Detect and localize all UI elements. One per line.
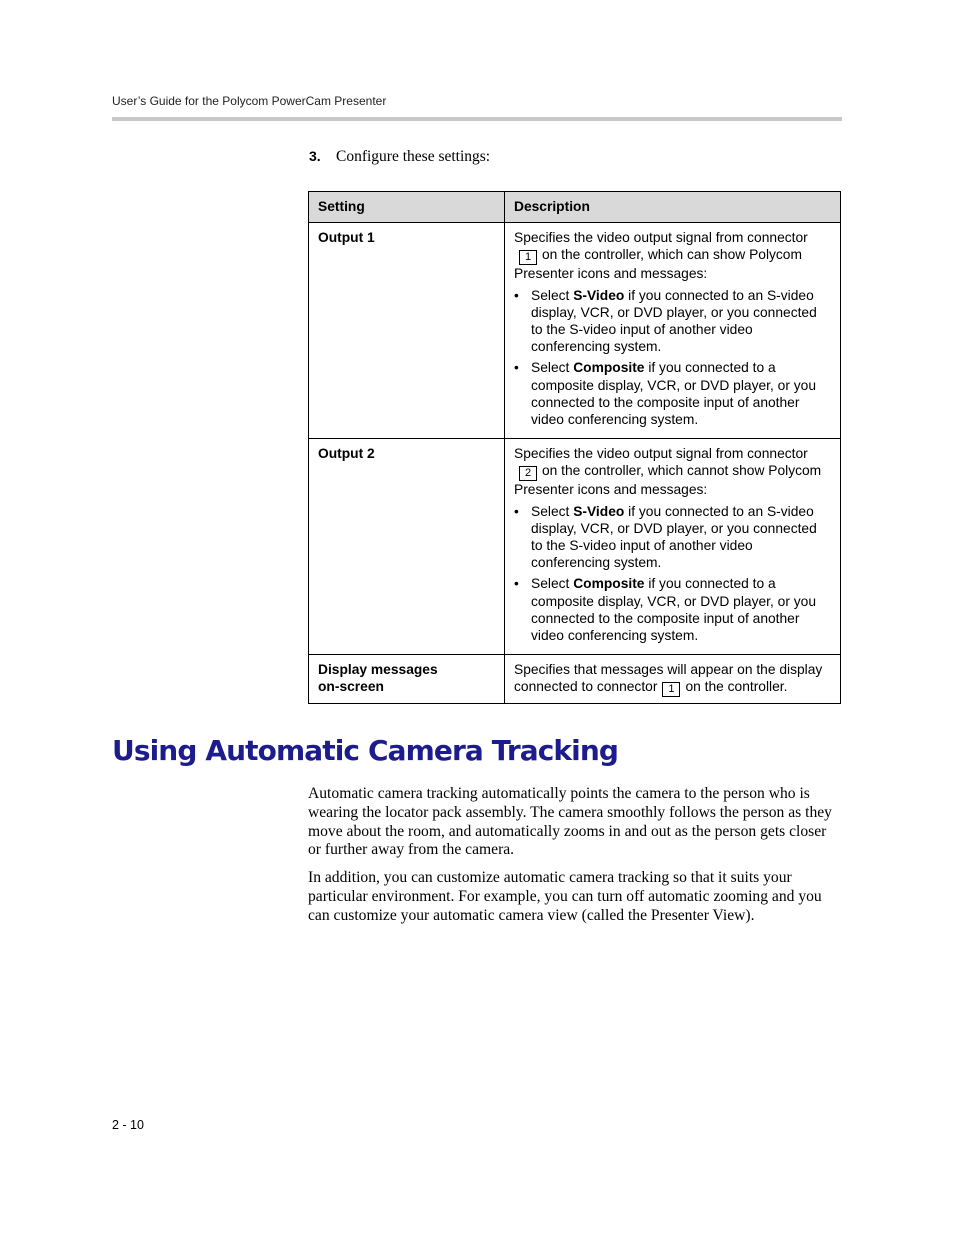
description-display-messages xyxy=(505,655,841,704)
section-title: Using Automatic Camera Tracking xyxy=(112,734,619,767)
step-text: Configure these settings: xyxy=(336,148,491,165)
running-header: User’s Guide for the Polycom PowerCam Presenter xyxy=(112,94,387,108)
list-item: • Select S-Video if you connected to an S-video display, VCR, or DVD player, or you connected to the S-video input of another video conferencing system. xyxy=(531,287,831,356)
description-text: Specifies that messages will appear on the display connected to connector xyxy=(514,662,823,695)
setting-display-messages: Display messages on-screen xyxy=(309,655,505,704)
list-item: • Select Composite if you connected to a composite display, VCR, or DVD player, or you connected to the composite input of another video conferencing system. xyxy=(531,359,831,428)
connector-badge: 2 xyxy=(519,466,537,481)
step-3 xyxy=(309,148,490,166)
description-output-1 xyxy=(505,223,841,439)
option-list xyxy=(514,287,831,429)
table-header-row xyxy=(309,192,841,223)
setting-output-2: Output 2 xyxy=(309,439,505,655)
table-row-display-messages xyxy=(309,655,841,704)
list-item: • Select S-Video if you connected to an S-video display, VCR, or DVD player, or you connected to the S-video input of another video conferencing system. xyxy=(531,503,831,572)
description-text: Specifies the video output signal from connector xyxy=(514,446,808,462)
option-list xyxy=(514,503,831,645)
description-text: on the controller, which cannot show Polycom Presenter icons and messages: xyxy=(514,463,822,498)
description-text: on the controller, which can show Polycom Presenter icons and messages: xyxy=(514,247,802,282)
description-text: on the controller. xyxy=(685,679,788,695)
table-row-output-2 xyxy=(309,439,841,655)
description-text: Specifies the video output signal from connector xyxy=(514,230,808,246)
setting-output-1: Output 1 xyxy=(309,223,505,439)
column-header-setting: Setting xyxy=(309,192,505,223)
connector-badge: 1 xyxy=(519,250,537,265)
column-header-description: Description xyxy=(505,192,841,223)
header-rule xyxy=(112,117,842,121)
connector-badge: 1 xyxy=(662,682,680,697)
table-row-output-1 xyxy=(309,223,841,439)
step-number: 3. xyxy=(309,148,321,164)
description-output-2 xyxy=(505,439,841,655)
page-number: 2 - 10 xyxy=(112,1118,144,1132)
list-item: • Select Composite if you connected to a composite display, VCR, or DVD player, or you connected to the composite input of another video conferencing system. xyxy=(531,575,831,644)
body-paragraph-1: Automatic camera tracking automatically points the camera to the person who is wearing the locator pack assembly. The camera smoothly follows the person as they move about the room, and automatically zooms in and out as the person gets closer or further away from the camera. xyxy=(308,785,832,859)
settings-table xyxy=(308,191,841,704)
body-paragraph-2: In addition, you can customize automatic camera tracking so that it suits your particular environment. For example, you can turn off automatic zooming and you can customize your automatic camera view (called the Presenter View). xyxy=(308,869,822,924)
